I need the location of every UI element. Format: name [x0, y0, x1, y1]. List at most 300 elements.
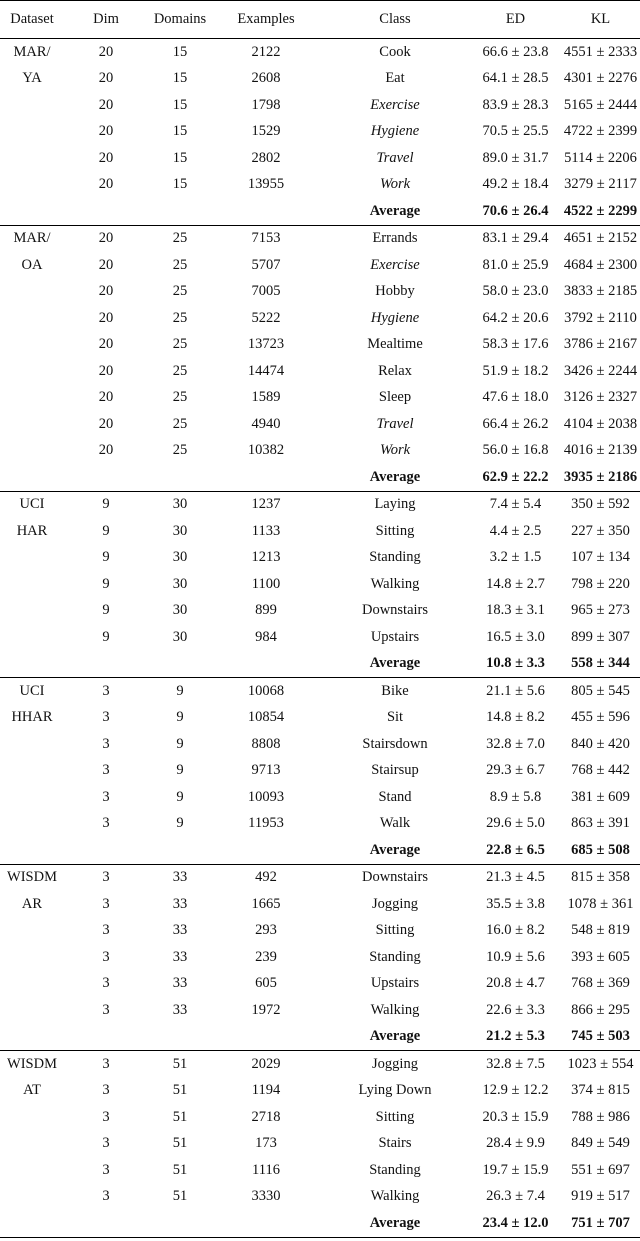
dim-cell: 3	[102, 1082, 110, 1099]
domains-cell: 25	[172, 442, 188, 459]
table-row	[0, 119, 640, 146]
dataset-name-cell: YA	[22, 70, 42, 87]
domains-cell: 51	[172, 1135, 188, 1152]
kl-cell: 965 ± 273	[571, 602, 630, 619]
ed-cell: 35.5 ± 3.8	[486, 895, 545, 912]
dataset-name-cell	[0, 758, 64, 785]
domains-cell: 15	[148, 39, 212, 66]
kl-cell: 866 ± 295	[571, 1001, 630, 1018]
average-row	[0, 1024, 640, 1051]
dim-cell: 3	[64, 678, 148, 705]
dataset-name-cell: MAR/	[0, 39, 64, 66]
header-dim: Dim	[64, 1, 148, 39]
average-label: Average	[369, 1028, 421, 1045]
table-row	[0, 784, 640, 811]
ed-cell: 64.2 ± 20.6	[482, 309, 549, 326]
average-row	[0, 198, 640, 225]
ed-cell: 18.3 ± 3.1	[486, 602, 545, 619]
domains-cell: 30	[172, 522, 188, 539]
empty-cell	[64, 837, 148, 864]
class-cell: Walking	[370, 575, 420, 592]
dim-cell: 20	[98, 96, 114, 113]
domains-cell: 51	[172, 1161, 188, 1178]
examples-cell: 1133	[251, 522, 281, 539]
class-cell: Standing	[369, 549, 421, 566]
domains-cell: 33	[172, 922, 188, 939]
dim-cell: 9	[64, 491, 148, 518]
empty-cell	[148, 198, 212, 225]
dim-cell: 20	[98, 362, 114, 379]
average-kl: 4522 ± 2299	[563, 202, 638, 219]
average-label: Average	[369, 202, 421, 219]
table-row	[0, 92, 640, 119]
class-cell: Sitting	[375, 922, 415, 939]
dim-cell: 3	[102, 1001, 110, 1018]
dim-cell: 3	[102, 1135, 110, 1152]
ed-cell: 8.9 ± 5.8	[489, 788, 542, 805]
domains-cell: 30	[172, 602, 188, 619]
dim-cell: 9	[102, 522, 110, 539]
ed-cell: 83.1 ± 29.4	[470, 225, 561, 252]
table-row	[0, 358, 640, 385]
examples-cell: 4940	[251, 415, 281, 432]
dataset-group	[0, 1051, 640, 1238]
header-dataset: Dataset	[0, 1, 64, 39]
examples-cell: 1589	[251, 389, 281, 406]
domains-cell: 33	[172, 895, 188, 912]
examples-cell: 5707	[251, 256, 281, 273]
average-label: Average	[369, 841, 421, 858]
table-row	[0, 411, 640, 438]
dataset-name-cell: AT	[23, 1082, 41, 1099]
class-cell: Lying Down	[358, 1082, 432, 1099]
table-row	[0, 145, 640, 172]
kl-cell: 350 ± 592	[561, 491, 640, 518]
ed-cell: 47.6 ± 18.0	[482, 389, 549, 406]
table-row	[0, 571, 640, 598]
ed-cell: 51.9 ± 18.2	[482, 362, 549, 379]
ed-cell: 4.4 ± 2.5	[489, 522, 542, 539]
dataset-name-cell: WISDM	[0, 864, 64, 891]
examples-cell: 13955	[247, 176, 285, 193]
empty-cell	[0, 198, 64, 225]
examples-cell: 3330	[251, 1188, 281, 1205]
kl-cell: 3792 ± 2110	[564, 309, 637, 326]
class-cell: Walking	[370, 1001, 420, 1018]
table-row	[0, 172, 640, 199]
kl-cell: 1023 ± 554	[561, 1051, 640, 1078]
examples-cell: 1116	[252, 1161, 280, 1178]
ed-cell: 32.8 ± 7.5	[470, 1051, 561, 1078]
kl-cell: 393 ± 605	[571, 948, 630, 965]
examples-cell: 14474	[247, 362, 285, 379]
kl-cell: 4104 ± 2038	[563, 415, 638, 432]
ed-cell: 14.8 ± 2.7	[486, 575, 545, 592]
header-kl: KL	[561, 1, 640, 39]
dataset-name-cell	[0, 545, 64, 572]
dataset-name-cell: HHAR	[11, 709, 53, 726]
table-row	[0, 66, 640, 93]
class-cell: Work	[379, 442, 411, 459]
class-cell: Standing	[369, 1161, 421, 1178]
empty-cell	[148, 1024, 212, 1051]
class-cell: Standing	[369, 948, 421, 965]
kl-cell: 768 ± 442	[571, 762, 630, 779]
examples-cell: 899	[255, 602, 277, 619]
domains-cell: 33	[172, 975, 188, 992]
dataset-name-cell	[0, 332, 64, 359]
kl-cell: 4301 ± 2276	[563, 70, 638, 87]
dim-cell: 20	[98, 389, 114, 406]
domains-cell: 51	[172, 1082, 188, 1099]
dim-cell: 20	[64, 39, 148, 66]
ed-cell: 70.5 ± 25.5	[482, 123, 549, 140]
domains-cell: 30	[172, 575, 188, 592]
dim-cell: 3	[102, 788, 110, 805]
table-row	[0, 758, 640, 785]
examples-cell: 2608	[251, 70, 281, 87]
empty-cell	[64, 464, 148, 491]
examples-cell: 2122	[212, 39, 320, 66]
examples-cell: 984	[255, 628, 277, 645]
domains-cell: 25	[148, 225, 212, 252]
kl-cell: 863 ± 391	[571, 815, 630, 832]
kl-cell: 3126 ± 2327	[563, 389, 638, 406]
ed-cell: 49.2 ± 18.4	[482, 176, 549, 193]
dataset-name-cell: MAR/	[0, 225, 64, 252]
domains-cell: 51	[172, 1188, 188, 1205]
examples-cell: 2029	[212, 1051, 320, 1078]
dim-cell: 3	[102, 975, 110, 992]
kl-cell: 4016 ± 2139	[563, 442, 638, 459]
examples-cell: 173	[255, 1135, 277, 1152]
dim-cell: 20	[98, 149, 114, 166]
dataset-name-cell	[0, 279, 64, 306]
average-ed: 62.9 ± 22.2	[482, 468, 549, 485]
dim-cell: 3	[102, 1161, 110, 1178]
examples-cell: 492	[212, 864, 320, 891]
kl-cell: 815 ± 358	[561, 864, 640, 891]
table-row	[0, 678, 640, 705]
domains-cell: 9	[176, 709, 184, 726]
class-cell: Upstairs	[370, 628, 420, 645]
dataset-group	[0, 491, 640, 678]
empty-cell	[64, 1210, 148, 1237]
average-ed: 70.6 ± 26.4	[482, 202, 549, 219]
class-cell: Downstairs	[361, 602, 429, 619]
average-row	[0, 464, 640, 491]
domains-cell: 15	[172, 70, 188, 87]
dataset-name-cell: UCI	[0, 491, 64, 518]
ed-cell: 14.8 ± 8.2	[486, 709, 545, 726]
domains-cell: 25	[172, 283, 188, 300]
ed-cell: 83.9 ± 28.3	[482, 96, 549, 113]
kl-cell: 805 ± 545	[561, 678, 640, 705]
empty-cell	[212, 1210, 320, 1237]
dataset-name-cell: UCI	[0, 678, 64, 705]
dim-cell: 3	[102, 1108, 110, 1125]
class-cell: Sit	[386, 709, 404, 726]
dataset-name-cell	[0, 385, 64, 412]
table-row	[0, 598, 640, 625]
ed-cell: 81.0 ± 25.9	[482, 256, 549, 273]
header-class: Class	[320, 1, 470, 39]
ed-cell: 26.3 ± 7.4	[486, 1188, 545, 1205]
dim-cell: 20	[98, 442, 114, 459]
dataset-name-cell	[0, 598, 64, 625]
ed-cell: 12.9 ± 12.2	[482, 1082, 549, 1099]
ed-cell: 7.4 ± 5.4	[470, 491, 561, 518]
examples-cell: 8808	[251, 735, 281, 752]
table-row	[0, 864, 640, 891]
examples-cell: 1972	[251, 1001, 281, 1018]
ed-cell: 21.1 ± 5.6	[470, 678, 561, 705]
empty-cell	[148, 651, 212, 678]
table-row	[0, 705, 640, 732]
dataset-group	[0, 864, 640, 1051]
empty-cell	[212, 1024, 320, 1051]
dataset-name-cell: AR	[21, 895, 43, 912]
empty-cell	[212, 198, 320, 225]
kl-cell: 4651 ± 2152	[561, 225, 640, 252]
table-row	[0, 891, 640, 918]
class-cell: Errands	[320, 225, 470, 252]
domains-cell: 9	[176, 815, 184, 832]
dim-cell: 9	[102, 549, 110, 566]
dim-cell: 9	[102, 602, 110, 619]
kl-cell: 3279 ± 2117	[564, 176, 637, 193]
domains-cell: 33	[172, 948, 188, 965]
table-row	[0, 1131, 640, 1158]
examples-cell: 1529	[251, 123, 281, 140]
ed-cell: 19.7 ± 15.9	[482, 1161, 549, 1178]
examples-cell: 1798	[251, 96, 281, 113]
class-cell: Stairs	[378, 1135, 412, 1152]
ed-cell: 29.3 ± 6.7	[486, 762, 545, 779]
class-cell: Stairsdown	[362, 735, 428, 752]
average-ed: 22.8 ± 6.5	[486, 841, 545, 858]
examples-cell: 1665	[251, 895, 281, 912]
kl-cell: 840 ± 420	[571, 735, 630, 752]
dim-cell: 3	[102, 762, 110, 779]
kl-cell: 788 ± 986	[571, 1108, 630, 1125]
dataset-group	[0, 678, 640, 865]
examples-cell: 1100	[251, 575, 281, 592]
dim-cell: 20	[98, 309, 114, 326]
ed-cell: 28.4 ± 9.9	[486, 1135, 545, 1152]
domains-cell: 25	[172, 336, 188, 353]
table-row	[0, 518, 640, 545]
domains-cell: 51	[148, 1051, 212, 1078]
class-cell: Jogging	[372, 895, 418, 912]
table-row	[0, 1078, 640, 1105]
class-cell: Hygiene	[370, 123, 420, 140]
class-cell: Exercise	[370, 256, 420, 273]
kl-cell: 1078 ± 361	[567, 895, 634, 912]
dataset-name-cell	[0, 784, 64, 811]
class-cell: Relax	[378, 362, 412, 379]
class-cell: Travel	[376, 149, 414, 166]
dataset-name-cell	[0, 1104, 64, 1131]
class-cell: Hobby	[375, 283, 415, 300]
examples-cell: 13723	[247, 336, 285, 353]
dim-cell: 3	[102, 1188, 110, 1205]
dim-cell: 3	[102, 735, 110, 752]
class-cell: Walk	[379, 815, 411, 832]
class-cell: Sitting	[375, 522, 415, 539]
table-row	[0, 385, 640, 412]
empty-cell	[148, 837, 212, 864]
examples-cell: 605	[255, 975, 277, 992]
domains-cell: 9	[176, 762, 184, 779]
ed-cell: 64.1 ± 28.5	[482, 70, 549, 87]
examples-cell: 10068	[212, 678, 320, 705]
domains-cell: 30	[172, 628, 188, 645]
kl-cell: 4551 ± 2333	[561, 39, 640, 66]
domains-cell: 30	[148, 491, 212, 518]
dim-cell: 3	[102, 948, 110, 965]
kl-cell: 455 ± 596	[571, 709, 630, 726]
empty-cell	[212, 837, 320, 864]
average-kl: 3935 ± 2186	[563, 468, 638, 485]
kl-cell: 5165 ± 2444	[563, 96, 638, 113]
average-label: Average	[369, 655, 421, 672]
domains-cell: 9	[176, 788, 184, 805]
examples-cell: 9713	[251, 762, 281, 779]
table-row	[0, 1051, 640, 1078]
dim-cell: 20	[64, 225, 148, 252]
table-row	[0, 918, 640, 945]
domains-cell: 33	[172, 1001, 188, 1018]
dim-cell: 20	[98, 70, 114, 87]
dim-cell: 20	[98, 336, 114, 353]
examples-cell: 10854	[247, 709, 285, 726]
table-row	[0, 491, 640, 518]
dim-cell: 3	[102, 709, 110, 726]
examples-cell: 7005	[251, 283, 281, 300]
header-examples: Examples	[212, 1, 320, 39]
class-cell: Stairsup	[371, 762, 419, 779]
class-cell: Laying	[320, 491, 470, 518]
examples-cell: 7153	[212, 225, 320, 252]
class-cell: Jogging	[320, 1051, 470, 1078]
empty-cell	[212, 464, 320, 491]
average-ed: 23.4 ± 12.0	[470, 1210, 561, 1237]
class-cell: Stand	[378, 788, 412, 805]
ed-cell: 16.5 ± 3.0	[486, 628, 545, 645]
ed-cell: 20.3 ± 15.9	[482, 1108, 549, 1125]
header-row	[0, 1, 640, 39]
dataset-name-cell: WISDM	[0, 1051, 64, 1078]
table-row	[0, 1104, 640, 1131]
empty-cell	[0, 1024, 64, 1051]
dataset-name-cell	[0, 918, 64, 945]
examples-cell: 10382	[247, 442, 285, 459]
dataset-name-cell	[0, 172, 64, 199]
dataset-name-cell	[0, 305, 64, 332]
class-cell: Eat	[385, 70, 405, 87]
ed-cell: 66.4 ± 26.2	[482, 415, 549, 432]
dim-cell: 20	[98, 415, 114, 432]
ed-cell: 56.0 ± 16.8	[482, 442, 549, 459]
table-row	[0, 944, 640, 971]
ed-cell: 20.8 ± 4.7	[486, 975, 545, 992]
ed-cell: 21.3 ± 4.5	[470, 864, 561, 891]
ed-cell: 58.3 ± 17.6	[482, 336, 549, 353]
empty-cell	[0, 1210, 64, 1237]
dataset-name-cell	[0, 571, 64, 598]
class-cell: Sleep	[378, 389, 412, 406]
domains-cell: 25	[172, 362, 188, 379]
kl-cell: 374 ± 815	[571, 1082, 630, 1099]
dataset-name-cell	[0, 997, 64, 1024]
table-row	[0, 39, 640, 66]
examples-cell: 2802	[251, 149, 281, 166]
dim-cell: 20	[98, 176, 114, 193]
ed-cell: 32.8 ± 7.0	[486, 735, 545, 752]
examples-cell: 5222	[251, 309, 281, 326]
header-ed: ED	[470, 1, 561, 39]
kl-cell: 899 ± 307	[571, 628, 630, 645]
empty-cell	[64, 1024, 148, 1051]
table-row	[0, 997, 640, 1024]
table-row	[0, 225, 640, 252]
ed-cell: 16.0 ± 8.2	[486, 922, 545, 939]
dataset-name-cell	[0, 971, 64, 998]
ed-cell: 58.0 ± 23.0	[482, 283, 549, 300]
table-row	[0, 971, 640, 998]
average-ed: 10.8 ± 3.3	[486, 655, 545, 672]
table-row	[0, 624, 640, 651]
average-kl: 745 ± 503	[571, 1028, 630, 1045]
domains-cell: 15	[172, 149, 188, 166]
examples-cell: 10093	[247, 788, 285, 805]
domains-cell: 15	[172, 96, 188, 113]
class-cell: Cook	[320, 39, 470, 66]
ed-cell: 29.6 ± 5.0	[486, 815, 545, 832]
average-row	[0, 837, 640, 864]
examples-cell: 2718	[251, 1108, 281, 1125]
table-header	[0, 1, 640, 39]
dim-cell: 9	[102, 628, 110, 645]
domains-cell: 15	[172, 123, 188, 140]
class-cell: Upstairs	[370, 975, 420, 992]
empty-cell	[148, 464, 212, 491]
empty-cell	[0, 464, 64, 491]
domains-cell: 9	[148, 678, 212, 705]
average-ed: 21.2 ± 5.3	[486, 1028, 545, 1045]
class-cell: Downstairs	[320, 864, 470, 891]
average-label: Average	[369, 468, 421, 485]
dim-cell: 3	[64, 1051, 148, 1078]
class-cell: Exercise	[370, 96, 420, 113]
average-row	[0, 1210, 640, 1237]
dataset-name-cell	[0, 438, 64, 465]
class-cell: Work	[379, 176, 411, 193]
ed-cell: 22.6 ± 3.3	[486, 1001, 545, 1018]
examples-cell: 1194	[251, 1082, 281, 1099]
class-cell: Mealtime	[367, 336, 423, 353]
domains-cell: 15	[172, 176, 188, 193]
dataset-name-cell	[0, 92, 64, 119]
kl-cell: 107 ± 134	[571, 549, 630, 566]
header-domains: Domains	[148, 1, 212, 39]
ed-cell: 10.9 ± 5.6	[486, 948, 545, 965]
kl-cell: 798 ± 220	[571, 575, 630, 592]
examples-cell: 1213	[251, 549, 281, 566]
kl-cell: 227 ± 350	[571, 522, 630, 539]
dataset-name-cell	[0, 1157, 64, 1184]
